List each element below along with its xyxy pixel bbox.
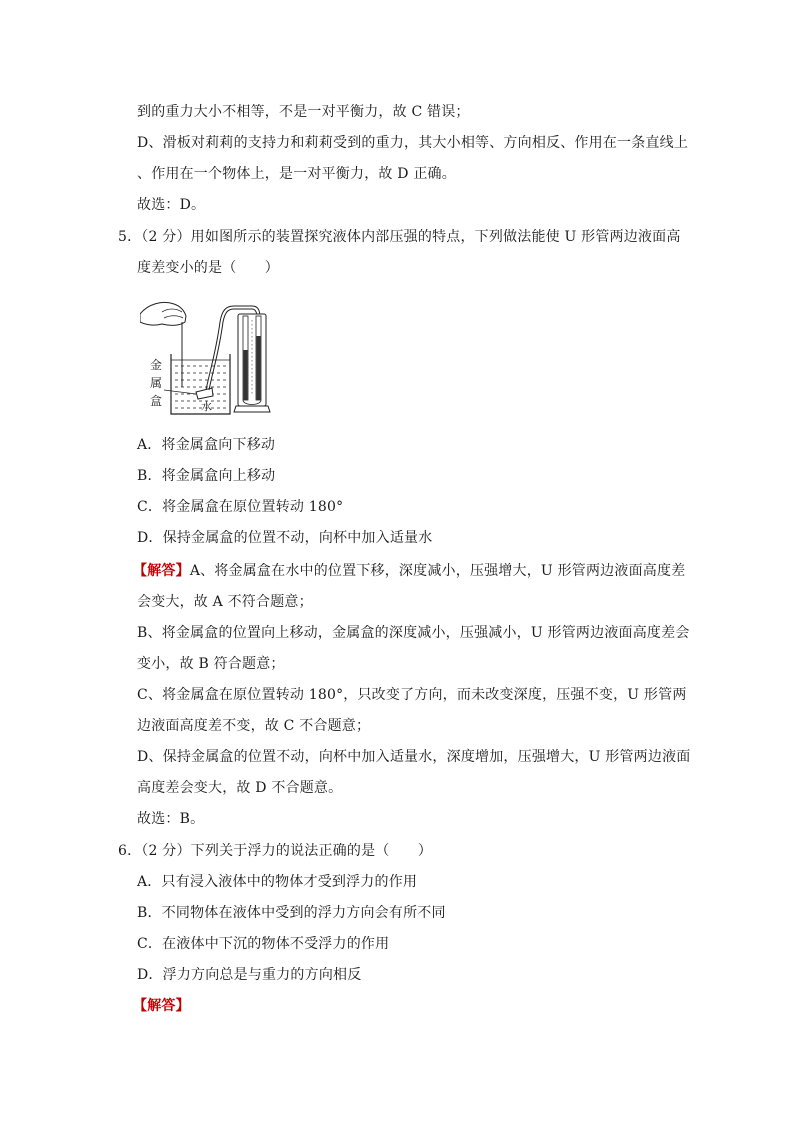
label-box-char: 盒 [149,394,163,408]
question-6-option-a: A．只有浸入液体中的物体才受到浮力的作用 [137,874,418,890]
answer-tag: 【解答】 [133,998,190,1014]
question-5-answer-line: B、将金属盒的位置向上移动，金属盒的深度减小，压强减小，U 形管两边液面高度差会 [137,625,690,641]
question-5-stem: 5．（2 分）用如图所示的装置探究液体内部压强的特点，下列做法能使 U 形管两边液面高 [118,229,681,245]
question-5-answer-line: 会变大，故 A 不符合题意； [137,594,313,610]
label-water: 水 [201,400,212,413]
question-6-option-c: C．在液体中下沉的物体不受浮力的作用 [137,936,390,952]
question-6-stem: 6．（2 分）下列关于浮力的说法正确的是（ ） [118,843,433,859]
question-5-answer-line: 变小，故 B 符合题意； [137,656,285,672]
answer-text: A、将金属盒在水中的位置下移，深度减小，压强增大，U 形管两边液面高度差 [189,563,686,579]
question-5-stem: 度差变小的是（ ） [137,260,279,276]
pressure-gauge-figure [140,292,275,417]
question-5-answer-line: 高度差会变大，故 D 不合题意。 [137,780,343,796]
question-5-option-b: B．将金属盒向上移动 [137,468,276,484]
answer-tag: 【解答】 [133,563,190,579]
prev-answer-line: D、滑板对莉莉的支持力和莉莉受到的重力，其大小相等、方向相反、作用在一条直线上 [137,135,689,151]
prev-answer-line: 到的重力大小不相等，不是一对平衡力，故 C 错误； [137,104,470,120]
question-5-answer-line [133,561,685,581]
prev-answer-conclusion: 故选：D。 [137,197,206,213]
label-box-char: 金 [149,358,163,372]
question-5-answer-line: D、保持金属盒的位置不动，向杯中加入适量水，深度增加，压强增大，U 形管两边液面 [137,749,691,765]
prev-answer-line: 、作用在一个物体上，是一对平衡力，故 D 正确。 [137,166,456,182]
label-box-char: 属 [149,376,163,390]
question-6-option-b: B．不同物体在液体中受到的浮力方向会有所不同 [137,905,446,921]
question-6-option-d: D．浮力方向总是与重力的方向相反 [137,967,362,983]
question-5-answer-line: 边液面高度差不变，故 C 不合题意； [137,718,371,734]
question-5-answer-line: C、将金属盒在原位置转动 180°，只改变了方向，而未改变深度，压强不变，U 形管两 [137,687,687,703]
question-5-option-c: C．将金属盒在原位置转动 180° [137,499,344,515]
question-5-conclusion: 故选：B。 [137,811,205,827]
question-5-option-a: A．将金属盒向下移动 [137,437,276,453]
question-5-option-d: D．保持金属盒的位置不动，向杯中加入适量水 [137,530,433,546]
